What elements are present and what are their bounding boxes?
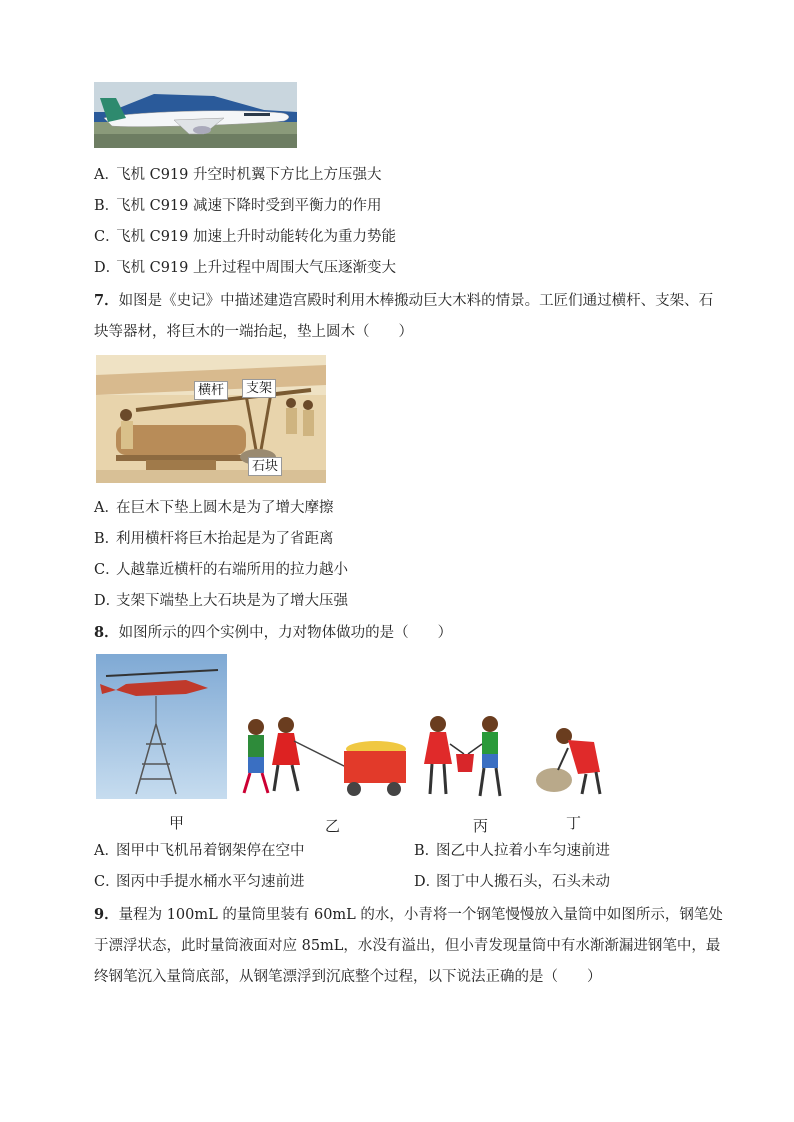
kids-carrying-bucket-image	[414, 712, 514, 804]
q9-stem: 9．量程为 100mL 的量筒里装有 60mL 的水，小青将一个钢笔慢慢放入量筒中如图所示，钢笔处于漂浮状态，此时量筒液面对应 85mL，水没有溢出，但小青发现量筒中有水渐渐漏进钢笔中，最终钢笔沉入量筒底部，从钢笔漂浮到沉底整个过程，以下说法正确的是（ ）	[94, 906, 723, 985]
q8-option-a: A．图甲中飞机吊着钢架停在空中	[94, 843, 305, 859]
caption-yi: 乙	[325, 817, 341, 835]
lever-scene-image	[96, 355, 326, 483]
helicopter-steel-frame-image	[96, 654, 227, 799]
q8-option-c: C．图丙中手提水桶水平匀速前进	[94, 874, 305, 890]
label-bracket: 支架	[242, 379, 276, 398]
q7-stem: 7．如图是《史记》中描述建造宫殿时利用木棒搬动巨大木料的情景。工匠们通过横杆、支架、石块等器材，将巨木的一端抬起，垫上圆木（ ）	[94, 292, 714, 340]
q7-option-b: B．利用横杆将巨木抬起是为了省距离	[94, 531, 334, 547]
q7-option-c: C．人越靠近横杆的右端所用的拉力越小	[94, 562, 348, 578]
q8-stem: 8．如图所示的四个实例中，力对物体做功的是（ ）	[94, 624, 453, 641]
q8-option-b: B．图乙中人拉着小车匀速前进	[414, 843, 610, 859]
kids-pulling-cart-image	[236, 705, 411, 803]
q7-option-d: D．支架下端垫上大石块是为了增大压强	[94, 593, 348, 609]
caption-ding: 丁	[566, 814, 582, 832]
label-lever: 横杆	[194, 381, 228, 400]
caption-bing: 丙	[473, 817, 489, 835]
q7-option-a: A．在巨木下垫上圆木是为了增大摩擦	[94, 500, 334, 516]
q6-option-a: A．飞机 C919 升空时机翼下方比上方压强大	[94, 167, 382, 183]
q8-option-d: D．图丁中人搬石头，石头未动	[414, 874, 610, 890]
q6-option-c: C．飞机 C919 加速上升时动能转化为重力势能	[94, 229, 396, 245]
q6-option-b: B．飞机 C919 减速下降时受到平衡力的作用	[94, 198, 382, 214]
person-lifting-stone-image	[528, 722, 608, 796]
label-stone: 石块	[248, 457, 282, 476]
q6-option-d: D．飞机 C919 上升过程中周围大气压逐渐变大	[94, 260, 396, 276]
airplane-c919-image	[94, 82, 297, 148]
caption-jia: 甲	[169, 814, 185, 832]
